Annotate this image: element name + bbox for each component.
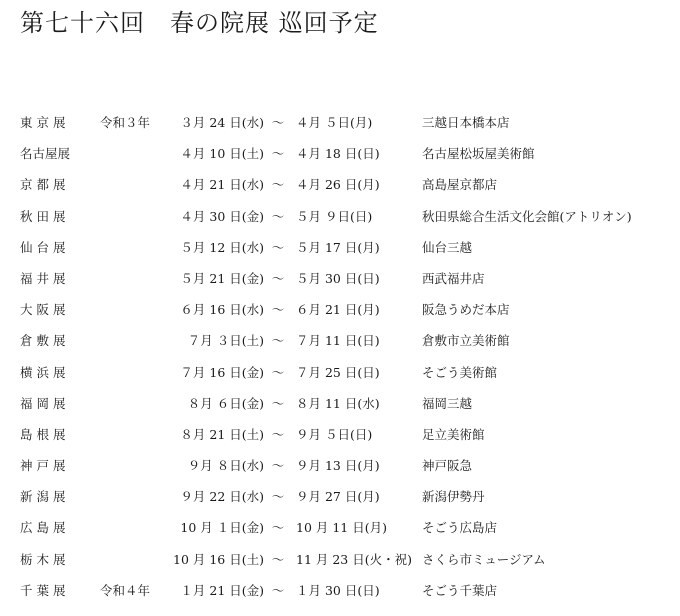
venue-name: 足立美術館	[422, 426, 485, 442]
schedule-row	[0, 294, 680, 325]
date-separator: ～	[271, 458, 285, 474]
end-date: ４月 18 日(日)	[296, 146, 380, 162]
date-separator: ～	[271, 520, 285, 536]
end-date: ５月 30 日(日)	[296, 270, 380, 286]
venue-name: 秋田県総合生活文化会館(アトリオン)	[422, 208, 632, 224]
city-label: 福 岡 展	[20, 395, 66, 411]
schedule-row	[0, 201, 680, 232]
end-date: ９月 13 日(月)	[296, 458, 380, 474]
venue-name: 福岡三越	[422, 395, 473, 411]
date-separator: ～	[271, 177, 285, 193]
start-date: ４月 30 日(金)	[180, 208, 264, 224]
schedule-row	[0, 481, 680, 512]
start-date: ５月 21 日(金)	[180, 270, 264, 286]
date-separator: ～	[271, 364, 285, 380]
schedule-row	[0, 575, 680, 606]
schedule-row	[0, 325, 680, 356]
start-date: ５月 12 日(水)	[180, 239, 264, 255]
schedule-row	[0, 357, 680, 388]
venue-name: 西武福井店	[422, 270, 485, 286]
city-label: 島 根 展	[20, 426, 66, 442]
city-label: 千 葉 展	[20, 582, 66, 598]
start-date: ９月 ８日(水)	[187, 458, 264, 474]
end-date: ４月 ５日(月)	[296, 115, 373, 130]
end-date: ８月 11 日(水)	[296, 395, 380, 411]
schedule-row	[0, 544, 680, 575]
start-date: ８月 21 日(土)	[180, 426, 264, 442]
end-date: ７月 11 日(日)	[296, 333, 380, 349]
end-date: ９月 27 日(月)	[296, 489, 380, 505]
end-date: 11 月 23 日(火・祝)	[296, 551, 412, 567]
date-separator: ～	[271, 489, 285, 505]
venue-name: 名古屋松坂屋美術館	[422, 146, 535, 162]
date-separator: ～	[271, 426, 285, 442]
city-label: 広 島 展	[20, 520, 66, 536]
city-label: 大 阪 展	[20, 302, 66, 318]
end-date: ５月 ９日(日)	[296, 208, 373, 224]
year-label: 令和３年	[100, 115, 151, 130]
date-separator: ～	[271, 582, 285, 598]
city-label: 横 浜 展	[20, 364, 66, 380]
date-separator: ～	[271, 115, 285, 130]
city-label: 神 戸 展	[20, 458, 66, 474]
start-date: ７月 ３日(土)	[187, 333, 264, 349]
schedule-row	[0, 232, 680, 263]
end-date: ７月 25 日(日)	[296, 364, 380, 380]
city-label: 東 京 展	[20, 115, 66, 130]
venue-name: 倉敷市立美術館	[422, 333, 510, 349]
venue-name: さくら市ミュージアム	[422, 551, 546, 567]
city-label: 秋 田 展	[20, 208, 66, 224]
start-date: ８月 ６日(金)	[187, 395, 264, 411]
venue-name: 神戸阪急	[422, 458, 473, 474]
venue-name: そごう千葉店	[422, 582, 498, 598]
page-title: 第七十六回 春の院展 巡回予定	[20, 9, 379, 37]
venue-name: 高島屋京都店	[422, 177, 498, 193]
date-separator: ～	[271, 270, 285, 286]
date-separator: ～	[271, 395, 285, 411]
start-date: ９月 22 日(水)	[180, 489, 264, 505]
city-label: 京 都 展	[20, 177, 66, 193]
schedule-row	[0, 169, 680, 200]
venue-name: そごう広島店	[422, 520, 498, 536]
date-separator: ～	[271, 551, 285, 567]
venue-name: そごう美術館	[422, 364, 498, 380]
schedule-row	[0, 138, 680, 169]
start-date: １月 21 日(金)	[180, 582, 264, 598]
end-date: ６月 21 日(月)	[296, 302, 380, 318]
schedule-row	[0, 263, 680, 294]
start-date: ６月 16 日(水)	[180, 302, 264, 318]
date-separator: ～	[271, 333, 285, 349]
venue-name: 阪急うめだ本店	[422, 302, 510, 318]
venue-name: 三越日本橋本店	[422, 115, 510, 130]
city-label: 栃 木 展	[20, 551, 66, 567]
schedule-row	[0, 450, 680, 481]
schedule-row	[0, 419, 680, 450]
city-label: 倉 敷 展	[20, 333, 66, 349]
year-label: 令和４年	[100, 582, 151, 598]
city-label: 新 潟 展	[20, 489, 66, 505]
date-separator: ～	[271, 302, 285, 318]
city-label: 名古屋展	[20, 146, 71, 162]
end-date: 10 月 11 日(月)	[296, 520, 387, 536]
schedule-table	[0, 107, 680, 606]
city-label: 福 井 展	[20, 270, 66, 286]
start-date: ４月 10 日(土)	[180, 146, 264, 162]
start-date: 10 月 16 日(土)	[173, 551, 264, 567]
end-date: ４月 26 日(月)	[296, 177, 380, 193]
city-label: 仙 台 展	[20, 239, 66, 255]
start-date: ７月 16 日(金)	[180, 364, 264, 380]
venue-name: 新潟伊勢丹	[422, 489, 485, 505]
schedule-row	[0, 512, 680, 543]
date-separator: ～	[271, 146, 285, 162]
start-date: ４月 21 日(水)	[180, 177, 264, 193]
end-date: ９月 ５日(日)	[296, 426, 373, 442]
end-date: ５月 17 日(月)	[296, 239, 380, 255]
date-separator: ～	[271, 239, 285, 255]
schedule-row	[0, 388, 680, 419]
venue-name: 仙台三越	[422, 239, 473, 255]
start-date: 10 月 １日(金)	[180, 520, 264, 536]
date-separator: ～	[271, 208, 285, 224]
schedule-row	[0, 107, 680, 138]
end-date: １月 30 日(日)	[296, 582, 380, 598]
start-date: ３月 24 日(水)	[180, 115, 264, 130]
